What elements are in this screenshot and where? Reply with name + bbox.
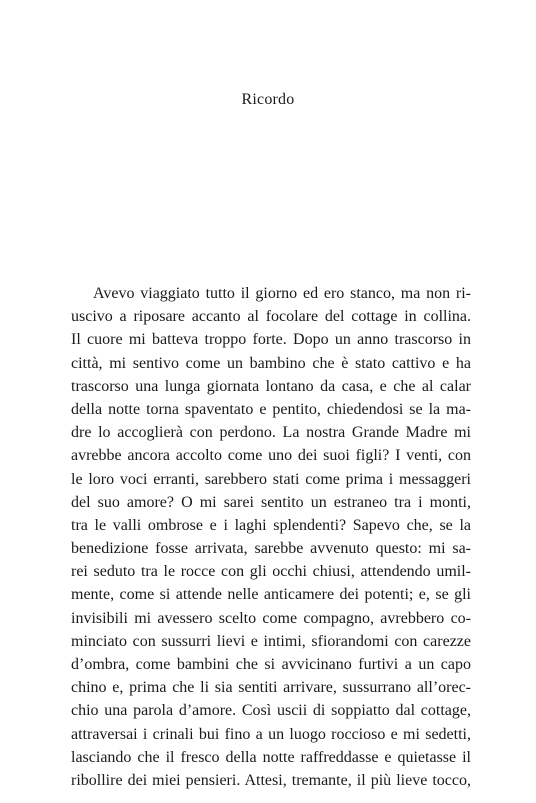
text-line: attraversai i crinali bui fino a un luogo roccioso e mi sedetti,	[71, 725, 471, 743]
text-line: minciato con sussurri lievi e intimi, sfiorandomi con carezze	[71, 632, 471, 650]
text-line: avrebbe ancora accolto come uno dei suoi figli? I venti, con	[71, 447, 471, 465]
text-line: invisibili mi avessero scelto come compagno, avrebbero co-	[71, 609, 471, 627]
text-line: chio una parola d’amore. Così uscii di soppiatto dal cottage,	[71, 702, 471, 720]
text-line: ribollire dei miei pensieri. Attesi, tremante, il più lieve tocco,	[71, 771, 471, 789]
text-line: tra le valli ombrose e i laghi splendenti? Sapevo che, se la	[71, 516, 471, 534]
text-line: le loro voci erranti, sarebbero stati come prima i messaggeri	[71, 470, 471, 488]
text-line: dre lo accoglierà con perdono. La nostra Grande Madre mi	[71, 424, 471, 442]
text-line: Avevo viaggiato tutto il giorno ed ero stanco, ma non ri-	[93, 285, 471, 302]
text-line: benedizione fosse arrivata, sarebbe avvenuto questo: mi sa-	[71, 540, 471, 558]
text-line: della notte torna spaventato e pentito, chiedendosi se la ma-	[71, 400, 471, 418]
text-line: città, mi sentivo come un bambino che è stato cattivo e ha	[71, 354, 471, 372]
text-line: uscivo a riposare accanto al focolare del cottage in collina.	[71, 308, 471, 326]
text-line: trascorso una lunga giornata lontano da casa, e che al calar	[71, 377, 471, 395]
text-line: mente, come si attende nelle anticamere dei potenti; e, se gli	[71, 586, 471, 604]
text-line: Il cuore mi batteva troppo forte. Dopo un anno trascorso in	[71, 331, 471, 349]
body-paragraph	[71, 282, 471, 792]
text-line: del suo amore? O mi sarei sentito un estraneo tra i monti,	[71, 493, 471, 511]
chapter-title: Ricordo	[241, 91, 295, 108]
text-line: d’ombra, come bambini che si avvicinano furtivi a un capo	[71, 656, 471, 673]
text-line: rei seduto tra le rocce con gli occhi chiusi, attendendo umil-	[71, 563, 471, 581]
text-line: lasciando che il fresco della notte raffreddasse e quietasse il	[71, 748, 471, 766]
text-line: chino e, prima che li sia sentiti arrivare, sussurrano all’orec-	[71, 679, 471, 697]
